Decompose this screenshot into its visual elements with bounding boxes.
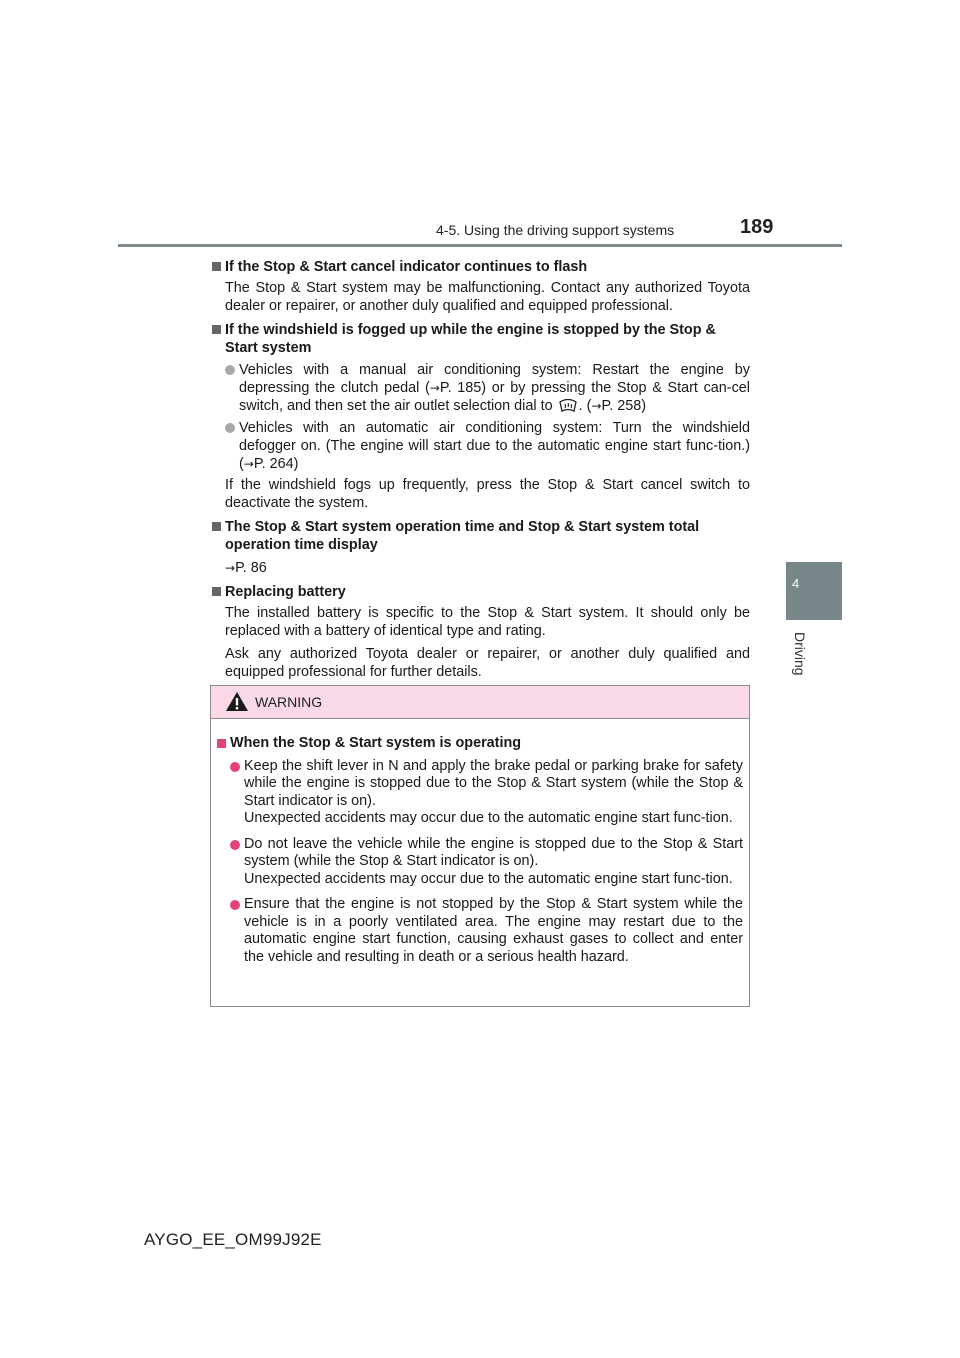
arrow-icon: → — [591, 399, 602, 413]
body-paragraph: The Stop & Start system may be malfunctioning. Contact any authorized Toyota dealer or repairer, or another duly qualified and equipped professional. — [225, 280, 750, 314]
warning-heading — [217, 735, 743, 753]
heading-text: The Stop & Start system operation time and Stop & Start system total operation time display — [225, 519, 700, 553]
square-bullet-icon — [212, 325, 221, 334]
arrow-icon: → — [225, 561, 236, 575]
warning-title: WARNING — [255, 694, 323, 710]
list-item: Vehicles with a manual air conditioning system: Restart the engine by depressing the clutch pedal (→P. 185) or by pressing the Stop & Start can-cel switch, and then set the air outlet selection dial to . (→P. 258) — [225, 361, 750, 415]
windshield-defroster-icon — [559, 397, 577, 413]
round-bullet-icon — [225, 423, 235, 433]
chapter-tab — [786, 562, 842, 620]
section-heading — [212, 321, 750, 357]
header-rule — [118, 244, 842, 247]
arrow-icon: → — [429, 381, 440, 395]
square-bullet-icon — [217, 739, 226, 748]
warning-body — [211, 719, 749, 966]
main-content — [212, 254, 750, 681]
square-bullet-icon — [212, 587, 221, 596]
warning-header — [211, 686, 749, 719]
body-paragraph: The installed battery is specific to the Stop & Start system. It should only be replaced with a battery of identical type and rating. — [225, 605, 750, 639]
list-item: Vehicles with an automatic air conditioning system: Turn the windshield defogger on. (The engine will start due to the automatic engine start func-tion.) (→P. 264) — [225, 419, 750, 473]
chapter-label: Driving — [792, 632, 808, 676]
heading-text: Replacing battery — [225, 584, 346, 600]
page-number: 189 — [740, 216, 774, 238]
section-heading — [212, 518, 750, 554]
arrow-icon: → — [243, 457, 254, 471]
body-paragraph: Ask any authorized Toyota dealer or repairer, or another duly qualified and equipped professional for further details. — [225, 646, 750, 680]
square-bullet-icon — [212, 262, 221, 271]
round-bullet-icon — [230, 900, 240, 910]
round-bullet-icon — [225, 365, 235, 375]
body-paragraph: If the windshield fogs up frequently, press the Stop & Start cancel switch to deactivate the system. — [225, 477, 750, 511]
section-title: 4-5. Using the driving support systems — [436, 222, 675, 238]
section-heading — [212, 258, 750, 276]
round-bullet-icon — [230, 762, 240, 772]
section-heading — [212, 583, 750, 601]
page-reference: →P. 86 — [225, 560, 267, 576]
square-bullet-icon — [212, 522, 221, 531]
document-code: AYGO_EE_OM99J92E — [144, 1230, 322, 1249]
chapter-number: 4 — [792, 576, 800, 591]
warning-item: Ensure that the engine is not stopped by the Stop & Start system while the vehicle is in a poorly ventilated area. The engine may restart due to the automatic engine start function, causing exhaust gases to collect and enter the vehicle and resulting in death or a serious health hazard. — [230, 896, 743, 966]
warning-triangle-icon — [225, 691, 249, 712]
warning-item: Keep the shift lever in N and apply the brake pedal or parking brake for safety while the engine is stopped due to the Stop & Start system (while the Stop & Start indicator is on). Unexpected accidents may occur due to the automatic engine start func-tion. — [230, 758, 743, 828]
warning-box — [210, 685, 750, 1007]
heading-text: When the Stop & Start system is operating — [230, 735, 522, 751]
heading-text: If the windshield is fogged up while the engine is stopped by the Stop & Start system — [225, 322, 716, 356]
heading-text: If the Stop & Start cancel indicator continues to flash — [225, 259, 588, 275]
warning-item: Do not leave the vehicle while the engine is stopped due to the Stop & Start system (while the Stop & Start indicator is on). Unexpected accidents may occur due to the automatic engine start func-tion. — [230, 836, 743, 889]
round-bullet-icon — [230, 840, 240, 850]
